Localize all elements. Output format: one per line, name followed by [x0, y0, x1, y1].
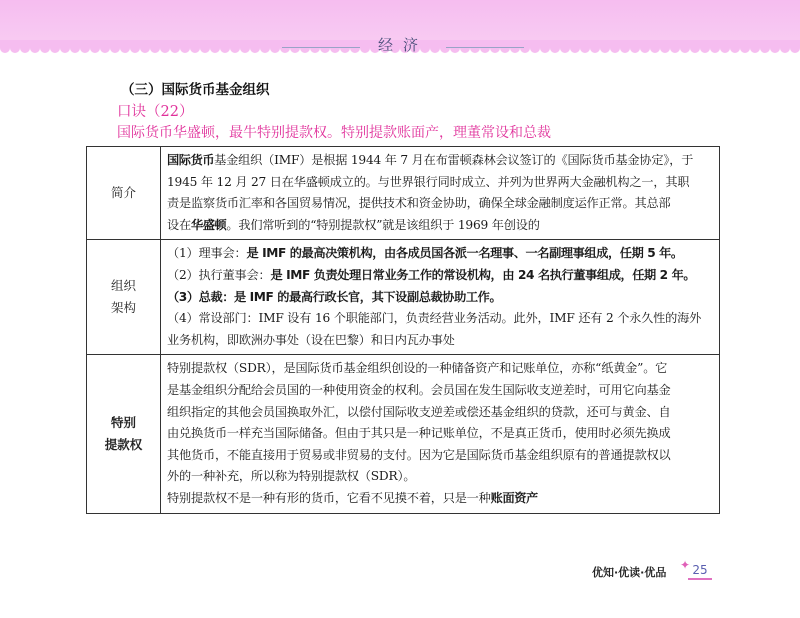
table-row — [87, 240, 720, 355]
text-segment: 由兑换货币一样充当国际储备。但由于其只是一种记账单位，不是真正货币，使用时必须先换成 — [167, 426, 671, 441]
content-line — [167, 380, 713, 402]
row-label — [87, 240, 161, 355]
row-label-text: 简介 — [110, 185, 136, 201]
section-title: （三）国际货币基金组织 — [121, 82, 270, 98]
text-segment: （1）理事会： — [167, 246, 247, 261]
text-segment: （2）执行董事会： — [167, 267, 271, 282]
content-line — [167, 445, 713, 467]
content-line — [167, 193, 713, 215]
row-label-text: 提款权 — [104, 436, 143, 452]
page-number: 25 — [688, 562, 712, 580]
footer-slogan: 优知·优读·优品 — [592, 566, 667, 579]
text-segment: 特别提款权不是一种有形的货币，它看不见摸不着，只是一种 — [167, 490, 491, 505]
text-segment: 特别提款权（SDR），是国际货币基金组织创设的一种储备资产和记账单位，亦称“纸黄金”。它 — [167, 361, 668, 376]
content-line — [167, 466, 713, 488]
row-label-text: 特别 — [110, 414, 136, 430]
star-icon: ✦ — [680, 558, 691, 572]
content-line — [167, 287, 713, 309]
content-line — [167, 308, 713, 330]
table-row — [87, 355, 720, 513]
content-line — [167, 172, 713, 194]
text-segment: 外的一种补充，所以称为特别提款权（SDR）。 — [167, 469, 416, 484]
text-segment: 其他货币，不能直接用于贸易或非贸易的支付。因为它是国际货币基金组织原有的普通提款权以 — [167, 447, 671, 462]
text-segment: （3）总裁：是 IMF 的最高行政长官，其下设副总裁协助工作。 — [167, 289, 502, 304]
table-row — [87, 147, 720, 240]
row-content — [161, 147, 720, 240]
text-segment: 责是监察货币汇率和各国贸易情况，提供技术和资金协助，确保全球金融制度运作正常。其总部 — [167, 196, 671, 211]
text-segment: 是基金组织分配给会员国的一种使用资金的权利。会员国在发生国际收支逆差时，可用它向基金 — [167, 382, 671, 397]
text-segment: 是 IMF 的最高决策机构，由各成员国各派一名理事、一名副理事组成，任期 5 年。 — [246, 246, 683, 261]
content-line — [167, 488, 713, 510]
text-segment: 业务机构，即欧洲办事处（设在巴黎）和日内瓦办事处 — [167, 332, 455, 347]
content-line — [167, 215, 713, 237]
text-segment: 华盛顿 — [190, 217, 227, 232]
row-label-text: 架构 — [110, 300, 136, 316]
text-segment: 设在 — [167, 217, 191, 232]
content-line — [167, 330, 713, 352]
row-label — [87, 147, 161, 240]
mnemonic-text: 国际货币华盛顿，最牛特别提款权。特别提款账面产，理董常设和总裁 — [117, 125, 551, 141]
content-line — [167, 402, 713, 424]
text-segment: 国际货币 — [167, 153, 215, 167]
header-rule-left — [282, 47, 360, 48]
text-segment: 是 IMF 负责处理日常业务工作的常设机构，由 24 名执行董事组成，任期 2 年。 — [270, 267, 696, 282]
row-label — [87, 355, 161, 513]
text-segment: 基金组织（IMF）是根据 1944 年 7 月在布雷顿森林会议签订的《国际货币基金协定》，于 — [214, 153, 694, 167]
row-content — [161, 240, 720, 355]
content-line — [167, 243, 713, 265]
text-segment: 组织指定的其他会员国换取外汇，以偿付国际收支逆差或偿还基金组织的贷款，还可与黄金、自 — [167, 404, 671, 419]
content-line — [167, 265, 713, 287]
content-line — [167, 150, 713, 172]
chapter-title: 经济 — [377, 36, 428, 54]
imf-info-table — [86, 146, 720, 514]
content-line — [167, 358, 713, 380]
content-line — [167, 423, 713, 445]
text-segment: 1945 年 12 月 27 日在华盛顿成立的。与世界银行同时成立、并列为世界两大金融机构之一，其职 — [167, 174, 690, 189]
text-segment: 账面资产 — [490, 490, 538, 505]
header-rule-right — [446, 47, 524, 48]
text-segment: 。我们常听到的“特别提款权”就是该组织于 1969 年创设的 — [226, 217, 540, 232]
row-content — [161, 355, 720, 513]
text-segment: （4）常设部门：IMF 设有 16 个职能部门，负责经营业务活动。此外，IMF 还有 2 个永久性的海外 — [167, 311, 702, 326]
mnemonic-label: 口诀（22） — [117, 104, 194, 120]
row-label-text: 组织 — [110, 278, 136, 294]
